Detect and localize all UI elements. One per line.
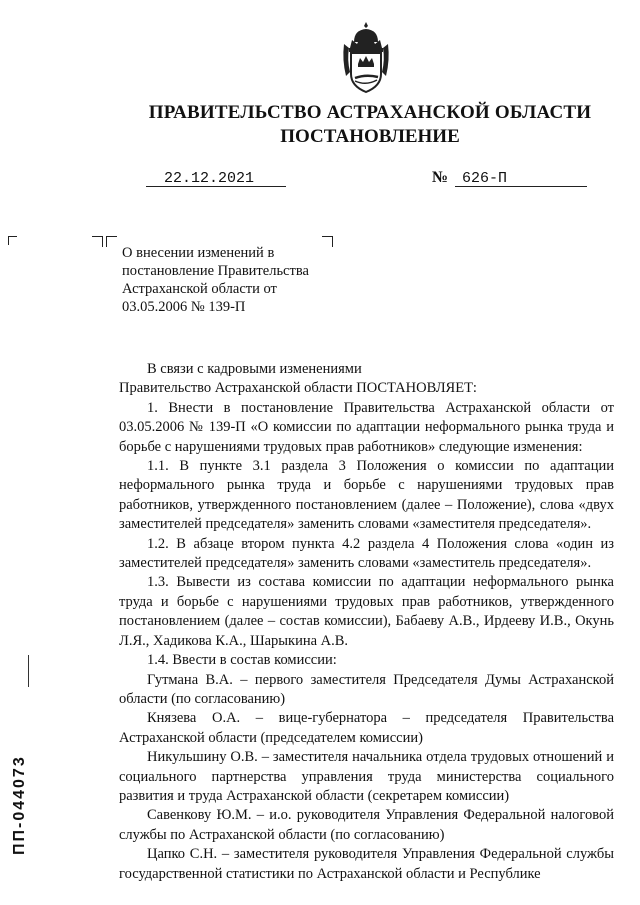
body-paragraph: Савенкову Ю.М. – и.о. руководителя Управления Федеральной налоговой службы по Астраханской области (по согласованию) [119,807,614,843]
body-paragraph: Цапко С.Н. – заместителя руководителя Управления Федеральной службы государственной статистики по Астраханской области и Республике [119,846,614,882]
margin-bar [28,655,29,687]
body-paragraph: 1.1. В пункте 3.1 раздела 3 Положения о комиссии по адаптации неформального рынка труда и борьбе с нарушениями трудовых прав работников, утвержденного постановлением (далее – Положение), слова «двух заместителей председателя» заменить словами «заместителя председателя». [119,458,614,533]
decree-subject: О внесении изменений в постановление Правительства Астраханской области от 03.05.2006 № 139-П [122,245,309,315]
body-paragraph: Гутмана В.А. – первого заместителя Председателя Думы Астраханской области (по согласованию) [119,671,614,707]
corner-mark-subject-left [106,236,117,247]
number-underline [455,186,587,187]
body-paragraph: Никульшину О.В. – заместителя начальника отдела трудовых отношений и социального партнерства управления труда министерства социального развития и труда Астраханской области (секретарем комиссии) [119,749,614,804]
corner-mark-left [8,236,17,245]
body-paragraph: 1.3. Вывести из состава комиссии по адаптации неформального рынка труда и борьбе с нарушениями трудовых прав работников, утвержденного постановлением (далее – состав комиссии), Бабаеву А.В., Ирдееву И.В., Окунь Л.Я., Хадикова К.А., Шарыкина А.В. [119,574,614,649]
decree-number: 626-П [462,170,508,187]
number-sign: № [432,169,449,186]
coat-of-arms-emblem [340,20,392,96]
body-paragraph: Князева О.А. – вице-губернатора – председателя Правительства Астраханской области (председателем комиссии) [119,710,614,746]
decree-date: 22.12.2021 [164,170,255,187]
body-paragraph: В связи с кадровыми изменениями [147,361,362,377]
decree-title: ПОСТАНОВЛЕНИЕ [280,126,460,147]
decree-body [119,360,614,884]
corner-mark-subject-outer [92,236,103,247]
serial-number: ПП-044073 [11,755,28,855]
body-paragraph: Правительство Астраханской области ПОСТАНОВЛЯЕТ: [119,380,477,397]
body-paragraph: 1. Внести в постановление Правительства Астраханской области от 03.05.2006 № 139-П «О комиссии по адаптации неформального рынка труда и борьбе с нарушениями трудовых прав работников» следующие изменения: [119,399,614,455]
body-paragraph: 1.4. Ввести в состав комиссии: [147,652,337,669]
government-title: ПРАВИТЕЛЬСТВО АСТРАХАНСКОЙ ОБЛАСТИ [148,102,592,123]
body-paragraph: 1.2. В абзаце втором пункта 4.2 раздела 4 Положения слова «один из заместителей председателя» заменить словами «заместитель председателя». [119,535,614,572]
date-underline [146,186,286,187]
